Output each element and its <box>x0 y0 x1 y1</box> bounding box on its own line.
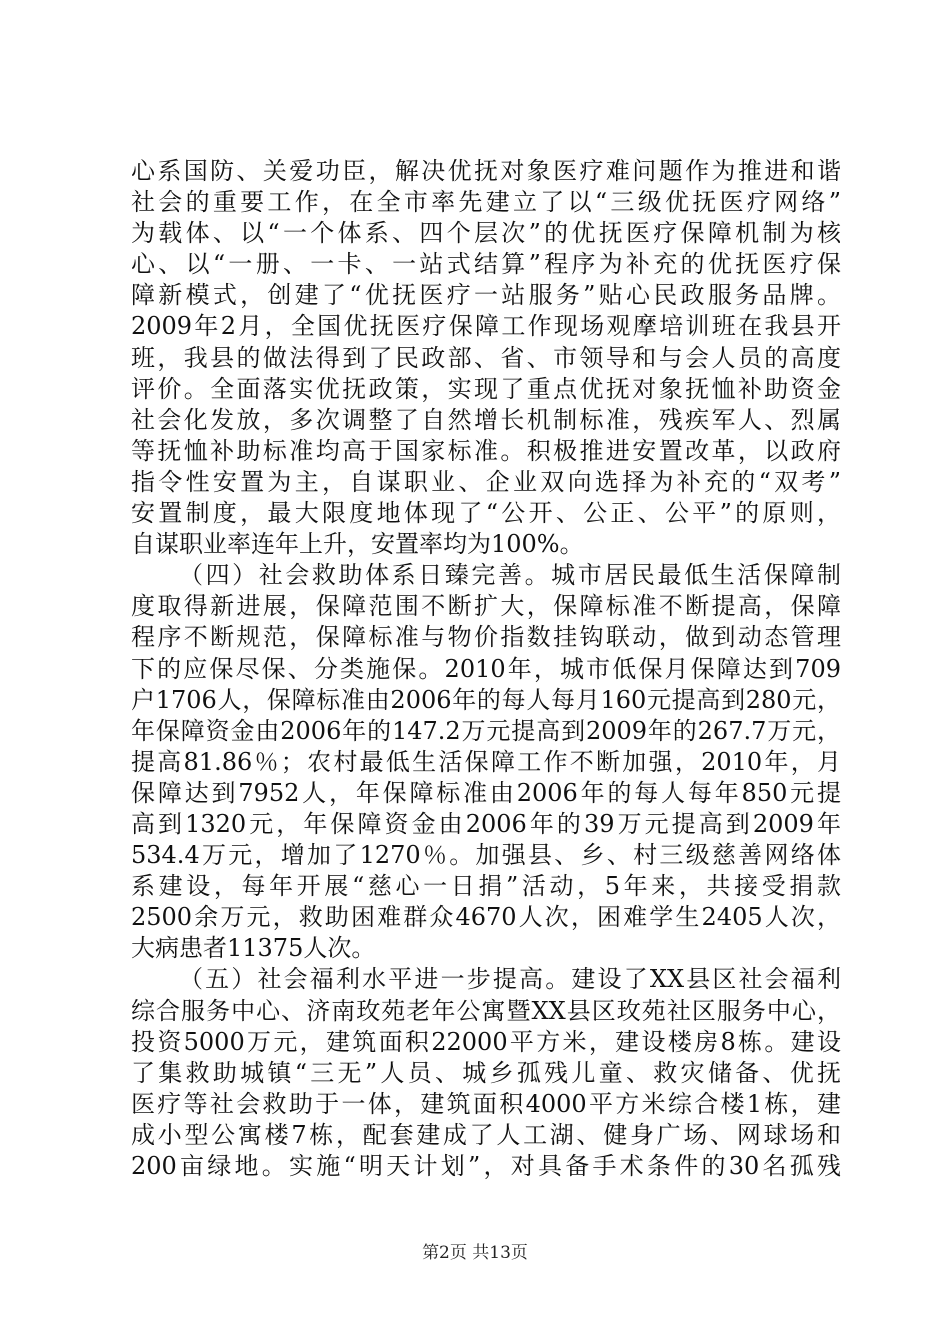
text-line: 程序不断规范，保障标准与物价指数挂钩联动，做到动态管理 <box>131 623 841 652</box>
text-line: 年保障资金由2006年的147.2万元提高到2009年的267.7万元， <box>131 716 841 745</box>
document-body <box>131 156 841 1182</box>
text-line: 为载体、以“一个体系、四个层次”的优抚医疗保障机制为核 <box>131 219 841 248</box>
text-line: 等抚恤补助标准均高于国家标准。积极推进安置改革，以政府 <box>131 436 841 465</box>
text-line: 度取得新进展，保障范围不断扩大，保障标准不断提高，保障 <box>131 592 841 621</box>
text-line: 综合服务中心、济南玫苑老年公寓暨XX县区玫苑社区服务中心， <box>131 996 841 1025</box>
text-line: 保障达到7952人，年保障标准由2006年的每人每年850元提 <box>131 778 841 807</box>
text-line: 社会化发放，多次调整了自然增长机制标准，残疾军人、烈属 <box>131 405 841 434</box>
section-heading-line: （四）社会救助体系日臻完善。城市居民最低生活保障制 <box>179 561 841 590</box>
text-line: 提高81.86％；农村最低生活保障工作不断加强，2010年，月 <box>131 747 841 776</box>
text-line: 心系国防、关爱功臣，解决优抚对象医疗难问题作为推进和谐 <box>131 157 841 185</box>
text-line: 下的应保尽保、分类施保。2010年，城市低保月保障达到709 <box>131 654 841 683</box>
text-line: 自谋职业率连年上升，安置率均为100%。 <box>131 530 584 559</box>
text-line: 534.4万元，增加了1270％。加强县、乡、村三级慈善网络体 <box>131 841 841 870</box>
text-line: 班，我县的做法得到了民政部、省、市领导和与会人员的高度 <box>131 343 841 372</box>
text-line: 系建设，每年开展“慈心一日捐”活动，5年来，共接受捐款 <box>131 872 841 901</box>
text-line: 障新模式，创建了“优抚医疗一站服务”贴心民政服务品牌。 <box>131 281 841 310</box>
text-line: 心、以“一册、一卡、一站式结算”程序为补充的优抚医疗保 <box>131 250 841 279</box>
text-line: 成小型公寓楼7栋，配套建成了人工湖、健身广场、网球场和 <box>131 1120 841 1149</box>
text-line: 指令性安置为主，自谋职业、企业双向选择为补充的“双考” <box>131 467 841 496</box>
section-heading-line: （五）社会福利水平进一步提高。建设了XX县区社会福利 <box>179 965 841 994</box>
page-number-footer: 第2页 共13页 <box>422 1243 528 1263</box>
text-line: 了集救助城镇“三无”人员、城乡孤残儿童、救灾储备、优抚 <box>131 1058 841 1087</box>
text-line: 2500余万元，救助困难群众4670人次，困难学生2405人次， <box>131 903 841 932</box>
text-line: 2009年2月，全国优抚医疗保障工作现场观摩培训班在我县开 <box>131 312 841 341</box>
text-line: 医疗等社会救助于一体，建筑面积4000平方米综合楼1栋，建 <box>131 1089 841 1118</box>
text-line: 户1706人，保障标准由2006年的每人每月160元提高到280元， <box>131 685 841 714</box>
text-line: 高到1320元，年保障资金由2006年的39万元提高到2009年 <box>131 809 841 838</box>
text-line: 安置制度，最大限度地体现了“公开、公正、公平”的原则， <box>131 499 841 528</box>
text-line: 评价。全面落实优抚政策，实现了重点优抚对象抚恤补助资金 <box>131 374 841 403</box>
text-line: 社会的重要工作，在全市率先建立了以“三级优抚医疗网络” <box>131 188 841 217</box>
text-line: 200亩绿地。实施“明天计划”，对具备手术条件的30名孤残 <box>131 1152 841 1180</box>
text-line: 投资5000万元，建筑面积22000平方米，建设楼房8栋。建设 <box>131 1027 841 1056</box>
text-line: 大病患者11375人次。 <box>131 934 376 963</box>
